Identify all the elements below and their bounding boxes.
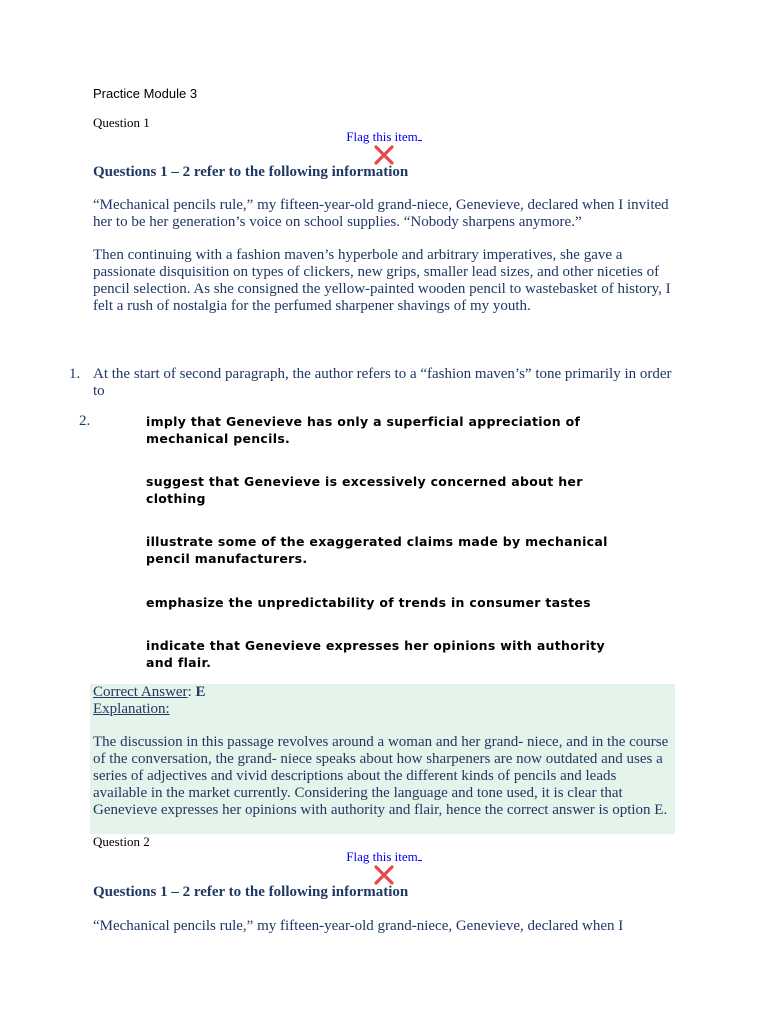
explanation-label: Explanation: (93, 701, 170, 717)
question-2-label: Question 2 (93, 834, 150, 849)
explanation-text: The discussion in this passage revolves around a woman and her grand- niece, and in the course of the conversation, the grand- niece speaks about how sharpeners are now outdated and uses a series of adjectives and vivid descriptions about the different kinds of pencils and leads available in the market currently. Considering the language and tone used, it is clear that Genevieve expresses her opinions with authority and flair, hence the correct answer is option E. (93, 734, 669, 818)
close-x-icon[interactable] (373, 864, 395, 886)
question-text: At the start of second paragraph, the author refers to a “fashion maven’s” tone primarily in order to (93, 366, 672, 399)
correct-answer-label: Correct Answer (93, 684, 188, 700)
passage-heading-2: Questions 1 – 2 refer to the following information (93, 884, 409, 900)
flag-item-link-1[interactable] (0, 129, 768, 145)
question-number: 1. (69, 366, 81, 382)
answer-option-b[interactable]: suggest that Genevieve is excessively concerned about her clothing (146, 474, 583, 506)
passage-paragraph-1-q2: “Mechanical pencils rule,” my fifteen-year-old grand-niece, Genevieve, declared when I (93, 918, 624, 934)
correct-answer-line: Correct Answer: E (93, 684, 206, 700)
close-x-icon[interactable] (373, 144, 395, 166)
passage-paragraph-2: Then continuing with a fashion maven’s hyperbole and arbitrary imperatives, she gave a passionate disquisition on types of clickers, new grips, smaller lead sizes, and other niceties of pencil selection. As she consigned the yellow-painted wooden pencil to wastebasket of history, I felt a rush of nostalgia for the perfumed sharpener shavings of my youth. (93, 247, 671, 314)
options-number: 2. (79, 413, 91, 429)
flag-item-link-2[interactable] (0, 849, 768, 865)
question-1-label: Question 1 (93, 115, 150, 130)
answer-option-c[interactable]: illustrate some of the exaggerated claims made by mechanical pencil manufacturers. (146, 534, 608, 566)
flag-item-text[interactable]: Flag this item (346, 849, 418, 864)
page-title: Practice Module 3 (93, 86, 198, 101)
flag-item-text[interactable]: Flag this item (346, 129, 418, 144)
correct-answer-value: E (195, 684, 206, 700)
explanation-label-line (93, 701, 170, 718)
answer-option-a[interactable]: imply that Genevieve has only a superficial appreciation of mechanical pencils. (146, 414, 581, 446)
passage-heading-1: Questions 1 – 2 refer to the following information (93, 164, 409, 180)
answer-option-d[interactable]: emphasize the unpredictability of trends in consumer tastes (146, 595, 591, 610)
passage-paragraph-1: “Mechanical pencils rule,” my fifteen-year-old grand-niece, Genevieve, declared when I invited her to be her generation’s voice on school supplies. “Nobody sharpens anymore.” (93, 197, 669, 230)
answer-option-e[interactable]: indicate that Genevieve expresses her opinions with authority and flair. (146, 638, 605, 670)
